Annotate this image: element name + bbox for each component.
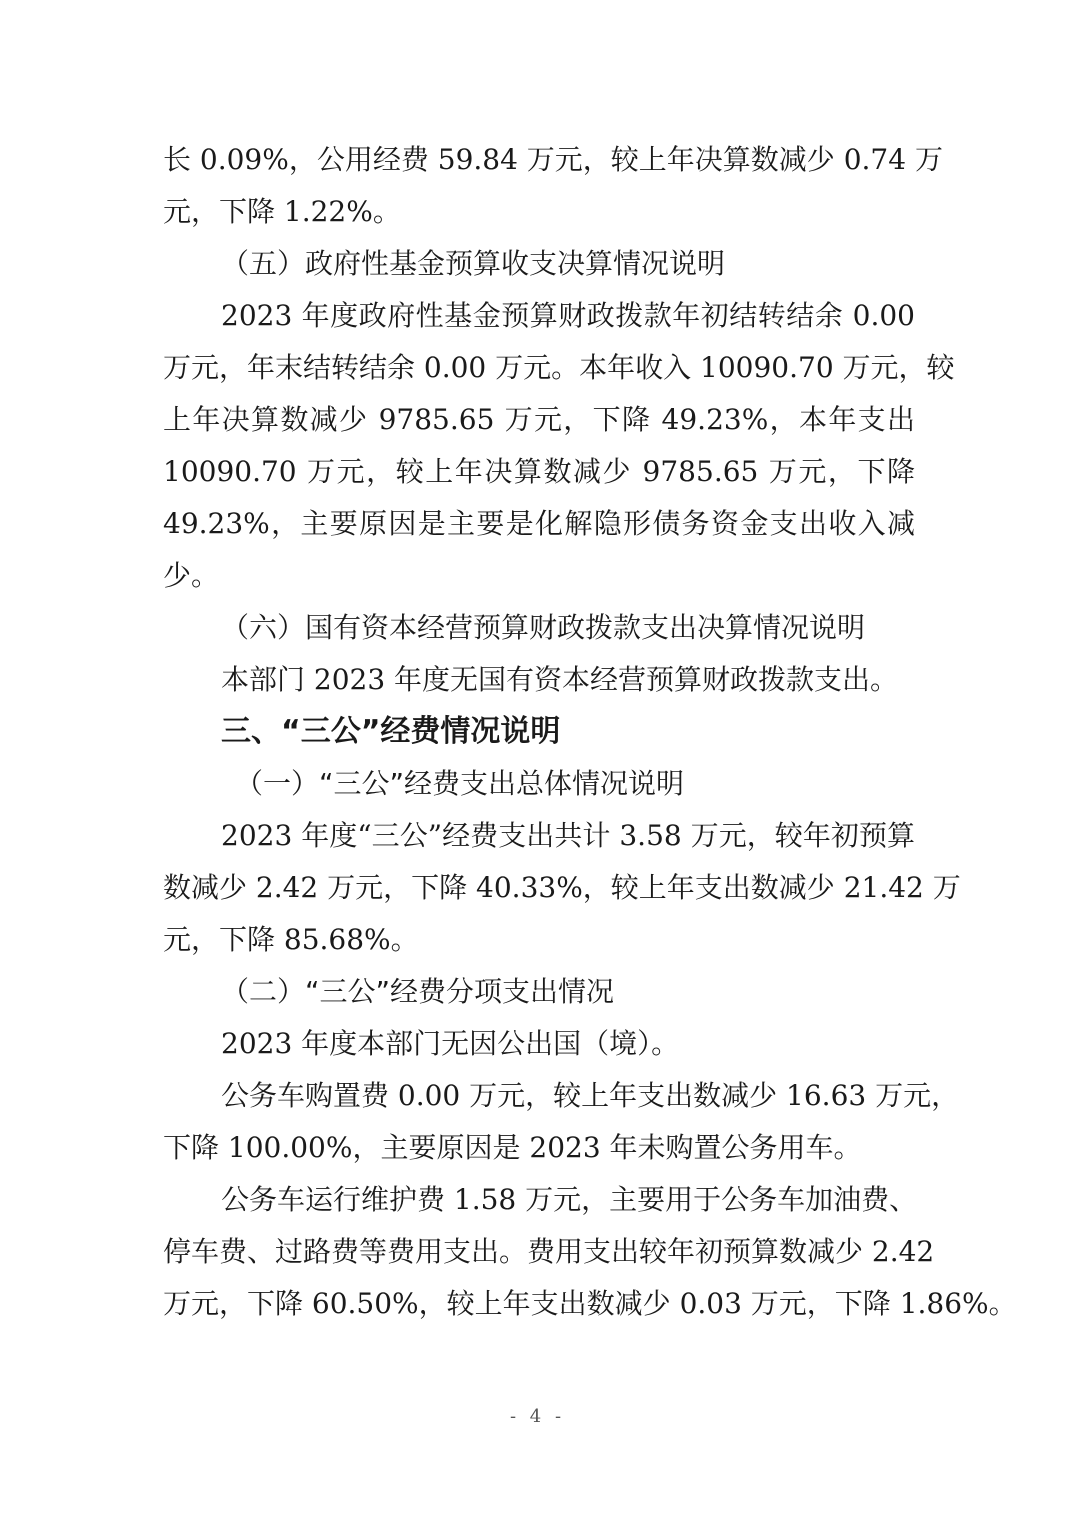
section-heading-5: （五）政府性基金预算收支决算情况说明 — [221, 247, 726, 280]
paragraph-line: 10090.70 万元，较上年决算数减少 9785.65 万元，下降 — [163, 455, 915, 488]
paragraph-line: 元，下降 85.68%。 — [163, 923, 419, 956]
paragraph-line: 公务车购置费 0.00 万元，较上年支出数减少 16.63 万元， — [221, 1079, 960, 1112]
paragraph-line: 本部门 2023 年度无国有资本经营预算财政拨款支出。 — [221, 663, 899, 696]
paragraph-line: 停车费、过路费等费用支出。费用支出较年初预算数减少 2.42 — [163, 1235, 935, 1268]
paragraph-line: 2023 年度“三公”经费支出共计 3.58 万元，较年初预算 — [221, 819, 915, 852]
chapter-heading-3: 三、“三公”经费情况说明 — [221, 714, 561, 749]
paragraph-line: 下降 100.00%，主要原因是 2023 年未购置公务用车。 — [163, 1131, 862, 1164]
paragraph-line: 少。 — [163, 559, 220, 592]
page-number: - 4 - — [509, 1406, 566, 1427]
paragraph-line: 49.23%，主要原因是主要是化解隐形债务资金支出收入减 — [163, 507, 915, 540]
paragraph-line: 2023 年度政府性基金预算财政拨款年初结转结余 0.00 — [221, 299, 915, 332]
paragraph-line: 上年决算数减少 9785.65 万元，下降 49.23%，本年支出 — [163, 403, 915, 436]
paragraph-line: 数减少 2.42 万元，下降 40.33%，较上年支出数减少 21.42 万 — [163, 871, 961, 904]
section-heading-1: （一）“三公”经费支出总体情况说明 — [235, 767, 685, 800]
paragraph-line: 2023 年度本部门无因公出国（境）。 — [221, 1027, 680, 1060]
document-body — [163, 134, 1017, 1330]
paragraph-line: 元，下降 1.22%。 — [163, 195, 401, 228]
paragraph-line: 公务车运行维护费 1.58 万元，主要用于公务车加油费、 — [221, 1183, 918, 1216]
paragraph-line: 万元，年末结转结余 0.00 万元。本年收入 10090.70 万元，较 — [163, 351, 955, 384]
paragraph-line: 长 0.09%，公用经费 59.84 万元，较上年决算数减少 0.74 万 — [163, 143, 943, 176]
section-heading-6: （六）国有资本经营预算财政拨款支出决算情况说明 — [221, 611, 866, 644]
paragraph-line: 万元，下降 60.50%，较上年支出数减少 0.03 万元，下降 1.86%。 — [163, 1287, 1017, 1320]
section-heading-2: （二）“三公”经费分项支出情况 — [221, 975, 615, 1008]
